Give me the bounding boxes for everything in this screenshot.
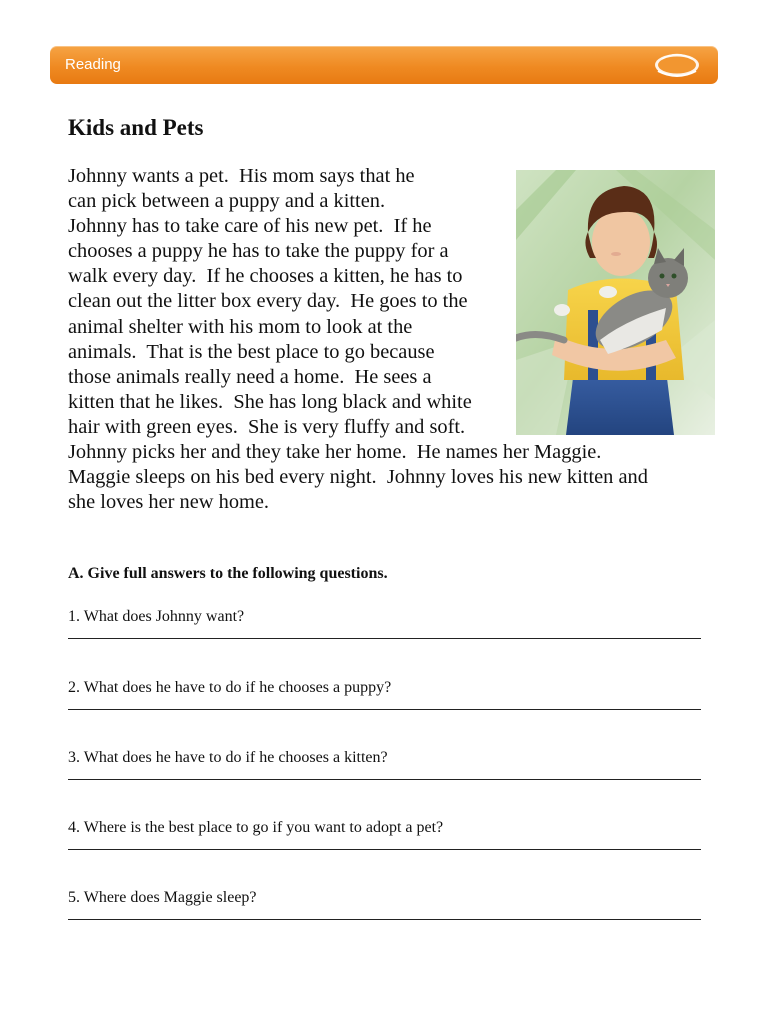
- page-title: Kids and Pets: [68, 115, 204, 140]
- story-line: animal shelter with his mom to look at the: [68, 315, 413, 338]
- story-line: she loves her new home.: [68, 491, 270, 514]
- story-line: can pick between a puppy and a kitten.: [68, 190, 386, 213]
- story-line: those animals really need a home. He sees a: [68, 365, 432, 388]
- story-line: kitten that he likes. She has long black and white: [68, 390, 472, 413]
- story-line: walk every day. If he chooses a kitten, he has to: [68, 265, 463, 288]
- header-bar: [50, 46, 718, 84]
- question-4: [68, 819, 702, 837]
- ellie-logo-icon: [652, 51, 702, 79]
- question-text: 5. Where does Maggie sleep?: [68, 889, 257, 906]
- boy-with-kitten-photo: [516, 170, 715, 435]
- question-5: [68, 889, 702, 907]
- question-2: [68, 679, 702, 697]
- question-3: [68, 749, 702, 767]
- answer-line[interactable]: [68, 849, 701, 850]
- story-line: Johnny picks her and they take her home. He names her Maggie.: [68, 441, 602, 464]
- question-text: 2. What does he have to do if he chooses a puppy?: [68, 679, 392, 696]
- answer-line[interactable]: [68, 919, 701, 920]
- story-line: Johnny wants a pet. His mom says that he: [68, 165, 415, 187]
- story-line: Maggie sleeps on his bed every night. Johnny loves his new kitten and: [68, 466, 648, 489]
- answer-line[interactable]: [68, 638, 701, 639]
- story-line: chooses a puppy he has to take the puppy for a: [68, 240, 449, 263]
- story-line: Johnny has to take care of his new pet. If he: [68, 215, 432, 238]
- question-text: 3. What does he have to do if he chooses a kitten?: [68, 749, 388, 766]
- answer-line[interactable]: [68, 709, 701, 710]
- answer-line[interactable]: [68, 779, 701, 780]
- exercise-heading: A. Give full answers to the following questions.: [68, 565, 388, 582]
- story-line: clean out the litter box every day. He goes to the: [68, 290, 468, 313]
- question-text: 4. Where is the best place to go if you want to adopt a pet?: [68, 819, 444, 836]
- story-line: hair with green eyes. She is very fluffy and soft.: [68, 415, 466, 438]
- header-title: Reading: [65, 56, 121, 73]
- story-line: animals. That is the best place to go because: [68, 340, 435, 363]
- question-text: 1. What does Johnny want?: [68, 608, 245, 625]
- question-1: [68, 608, 702, 626]
